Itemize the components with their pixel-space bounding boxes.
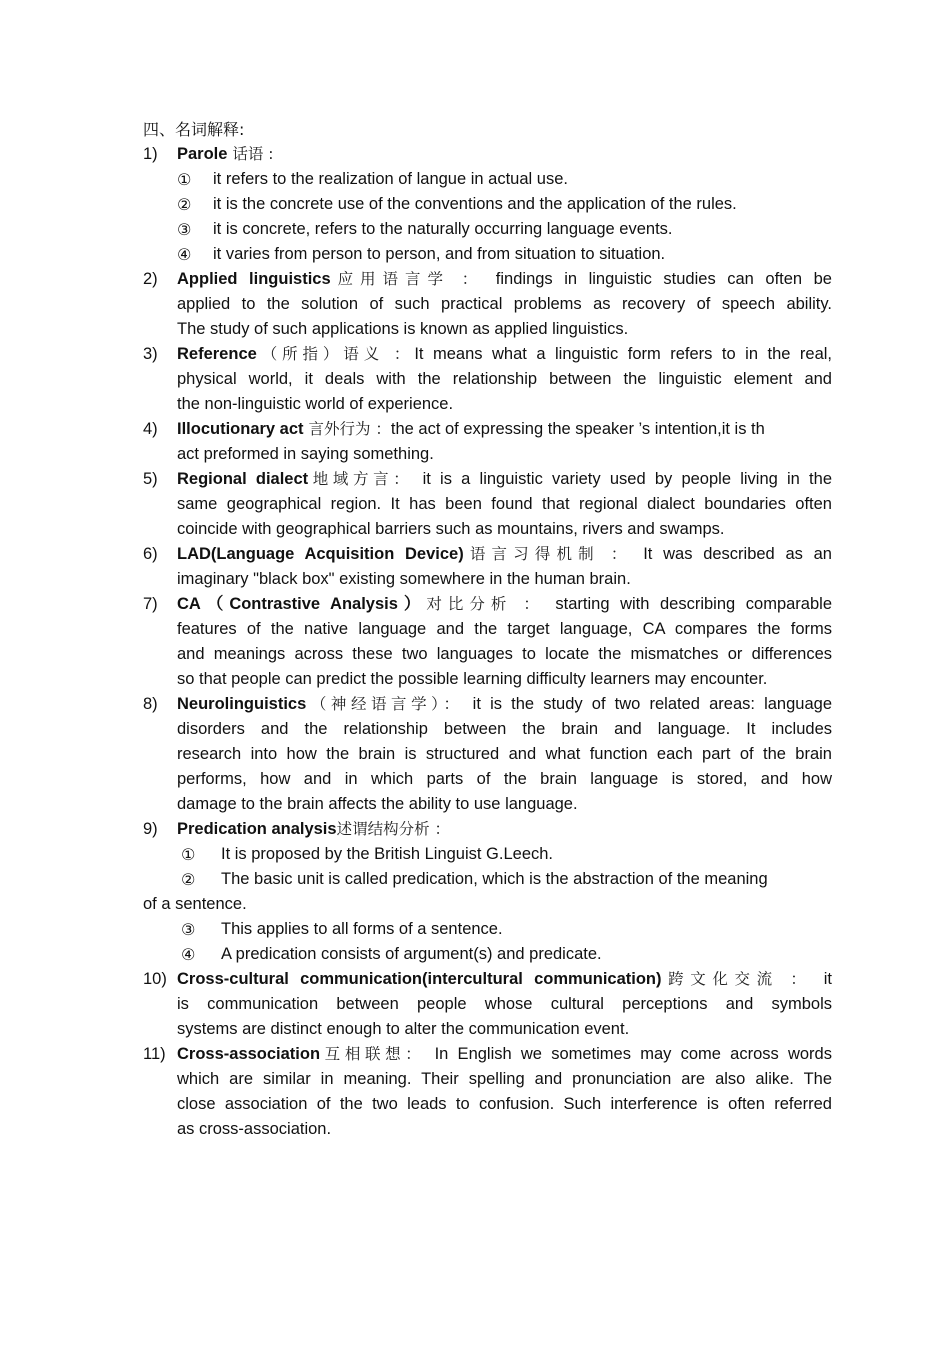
definition-line xyxy=(143,517,843,542)
term-name: Regional dialect xyxy=(177,470,309,488)
sub-point-text: A predication consists of argument(s) and predicate. xyxy=(221,945,602,963)
sub-point xyxy=(143,867,843,892)
definition-text: starting with describing comparable xyxy=(544,595,832,613)
term-name: Cross-cultural communication(intercultural communication) xyxy=(177,970,662,988)
definition-text: performs, how and in which parts of the brain language is stored, and how xyxy=(177,770,832,788)
term-name: Cross-association xyxy=(177,1045,321,1063)
item-number: 11) xyxy=(143,1045,166,1063)
definition-text: so that people can predict the possible learning difficulty learners may encounter. xyxy=(177,670,768,688)
document-body xyxy=(143,117,843,1142)
definition-text: it is a linguistic variety used by people living in the xyxy=(413,470,832,488)
definition-text: which are similar in meaning. Their spelling and pronunciation are also alike. The xyxy=(177,1070,832,1088)
definition-text: act preformed in saying something. xyxy=(177,445,434,463)
entry-first-line xyxy=(177,467,832,492)
sub-point-text: it varies from person to person, and from situation to situation. xyxy=(213,245,666,263)
term-entry-line xyxy=(143,542,843,567)
circled-number: ② xyxy=(181,870,196,889)
definition-text: as cross-association. xyxy=(177,1120,332,1138)
term-name: LAD(Language Acquisition Device) xyxy=(177,545,464,563)
term-entry-line xyxy=(143,142,843,167)
definition-line xyxy=(143,1092,843,1117)
definition-text: damage to the brain affects the ability to use language. xyxy=(177,795,578,813)
item-number: 9) xyxy=(143,820,158,838)
definition-text: systems are distinct enough to alter the communication event. xyxy=(177,1020,630,1038)
definition-line xyxy=(143,492,843,517)
sub-point xyxy=(143,192,843,217)
term-chinese: 对比分析 ： xyxy=(426,595,545,613)
definition-line xyxy=(143,367,843,392)
definition-text: is communication between people whose cultural perceptions and symbols xyxy=(177,995,832,1013)
term-name: Applied linguistics xyxy=(177,270,331,288)
definition-line xyxy=(143,292,843,317)
definition-line xyxy=(143,617,843,642)
term-entry-line xyxy=(143,467,843,492)
definition-line xyxy=(143,992,843,1017)
circled-number: ④ xyxy=(181,945,196,964)
term-chinese: （所指）语义 ： xyxy=(256,345,415,363)
definition-line xyxy=(143,642,843,667)
entry-first-line xyxy=(177,342,832,367)
circled-number: ① xyxy=(177,170,192,189)
item-number: 6) xyxy=(143,545,158,563)
item-number: 10) xyxy=(143,970,167,988)
sub-point xyxy=(143,917,843,942)
definition-text: research into how the brain is structured and what function each part of the brain xyxy=(177,745,832,763)
term-entry-line xyxy=(143,267,843,292)
entry-first-line xyxy=(177,417,832,442)
definition-text: and meanings across these two languages to locate the mismatches or differences xyxy=(177,645,832,663)
sub-point-text: it is concrete, refers to the naturally occurring language events. xyxy=(213,220,673,238)
term-name: Reference xyxy=(177,345,257,363)
term-chinese: 话语 : xyxy=(227,145,274,163)
term-entry-line xyxy=(143,592,843,617)
term-chinese: 言外行为 ： xyxy=(303,420,391,438)
sub-point-continuation xyxy=(143,892,843,917)
definition-line xyxy=(143,792,843,817)
term-chinese: 述谓结构分析 ： xyxy=(336,820,451,838)
definition-text: It was described as an xyxy=(632,545,832,563)
sub-point xyxy=(143,217,843,242)
entry-first-line xyxy=(177,1042,832,1067)
definition-text: findings in linguistic studies can often be xyxy=(484,270,832,288)
definition-line xyxy=(143,767,843,792)
definition-text: In English we sometimes may come across words xyxy=(425,1045,832,1063)
term-entry-line xyxy=(143,1042,843,1067)
section-heading: 四、名词解释: xyxy=(143,120,245,139)
sub-point-text: of a sentence. xyxy=(143,895,247,913)
entry-first-line xyxy=(177,692,832,717)
sub-point-text: it is the concrete use of the conventions and the application of the rules. xyxy=(213,195,737,213)
definition-line xyxy=(143,1017,843,1042)
term-chinese: 互相联想： xyxy=(320,1045,426,1063)
definition-line xyxy=(143,742,843,767)
item-number: 4) xyxy=(143,420,158,438)
definition-line xyxy=(143,1067,843,1092)
circled-number: ④ xyxy=(177,245,192,264)
definition-line xyxy=(143,392,843,417)
definition-text: imaginary "black box" existing somewhere in the human brain. xyxy=(177,570,631,588)
item-number: 8) xyxy=(143,695,158,713)
definition-text: features of the native language and the target language, CA compares the forms xyxy=(177,620,832,638)
sub-point xyxy=(143,942,843,967)
definition-line xyxy=(143,317,843,342)
sub-point-text: This applies to all forms of a sentence. xyxy=(221,920,503,938)
definition-text: same geographical region. It has been found that regional dialect boundaries often xyxy=(177,495,832,513)
sub-point xyxy=(143,242,843,267)
definition-text: disorders and the relationship between the brain and language. It includes xyxy=(177,720,832,738)
term-name: Neurolinguistics xyxy=(177,695,307,713)
definition-line xyxy=(143,667,843,692)
sub-point xyxy=(143,842,843,867)
term-name: Illocutionary act xyxy=(177,420,304,438)
entry-first-line xyxy=(177,592,832,617)
term-name: Parole xyxy=(177,145,228,163)
entry-first-line xyxy=(177,542,832,567)
term-entry-line xyxy=(143,817,843,842)
definition-text: It means what a linguistic form refers to in the real, xyxy=(414,345,833,363)
term-name: Predication analysis xyxy=(177,820,337,838)
definition-line xyxy=(143,442,843,467)
definition-text: physical world, it deals with the relationship between the linguistic element and xyxy=(177,370,832,388)
circled-number: ① xyxy=(181,845,196,864)
term-chinese: 跨文化交流 ： xyxy=(661,970,813,988)
term-entry-line xyxy=(143,692,843,717)
entry-first-line xyxy=(177,267,832,292)
term-entry-line xyxy=(143,342,843,367)
definition-text: the act of expressing the speaker ’s intention,it is th xyxy=(390,420,765,438)
definition-line xyxy=(143,717,843,742)
definition-line xyxy=(143,1117,843,1142)
item-number: 7) xyxy=(143,595,158,613)
term-chinese: （神经语言学）： xyxy=(306,695,464,713)
term-entry-line xyxy=(143,417,843,442)
item-number: 2) xyxy=(143,270,158,288)
term-chinese: 地域方言： xyxy=(308,470,414,488)
item-number: 3) xyxy=(143,345,158,363)
sub-point-text: The basic unit is called predication, which is the abstraction of the meaning xyxy=(221,870,768,888)
circled-number: ③ xyxy=(181,920,196,939)
term-chinese: 语言习得机制 ： xyxy=(463,545,633,563)
item-number: 5) xyxy=(143,470,158,488)
sub-point xyxy=(143,167,843,192)
circled-number: ③ xyxy=(177,220,192,239)
definition-text: it is the study of two related areas: language xyxy=(463,695,832,713)
entry-first-line xyxy=(177,817,832,842)
definition-text: close association of the two leads to confusion. Such interference is often referred xyxy=(177,1095,832,1113)
definition-line xyxy=(143,567,843,592)
definition-text: coincide with geographical barriers such as mountains, rivers and swamps. xyxy=(177,520,725,538)
term-entry-line xyxy=(143,967,843,992)
definition-text: applied to the solution of such practical problems as recovery of speech ability. xyxy=(177,295,832,313)
definition-text: the non-linguistic world of experience. xyxy=(177,395,454,413)
term-chinese: 应用语言学 ： xyxy=(330,270,485,288)
definition-text: it xyxy=(812,970,832,988)
circled-number: ② xyxy=(177,195,192,214)
sub-point-text: it refers to the realization of langue in actual use. xyxy=(213,170,568,188)
entry-first-line xyxy=(177,142,832,167)
definition-text: The study of such applications is known as applied linguistics. xyxy=(177,320,629,338)
entry-first-line xyxy=(177,967,832,992)
sub-point-text: It is proposed by the British Linguist G.Leech. xyxy=(221,845,554,863)
term-name: CA（Contrastive Analysis） xyxy=(177,595,427,613)
item-number: 1) xyxy=(143,145,158,163)
